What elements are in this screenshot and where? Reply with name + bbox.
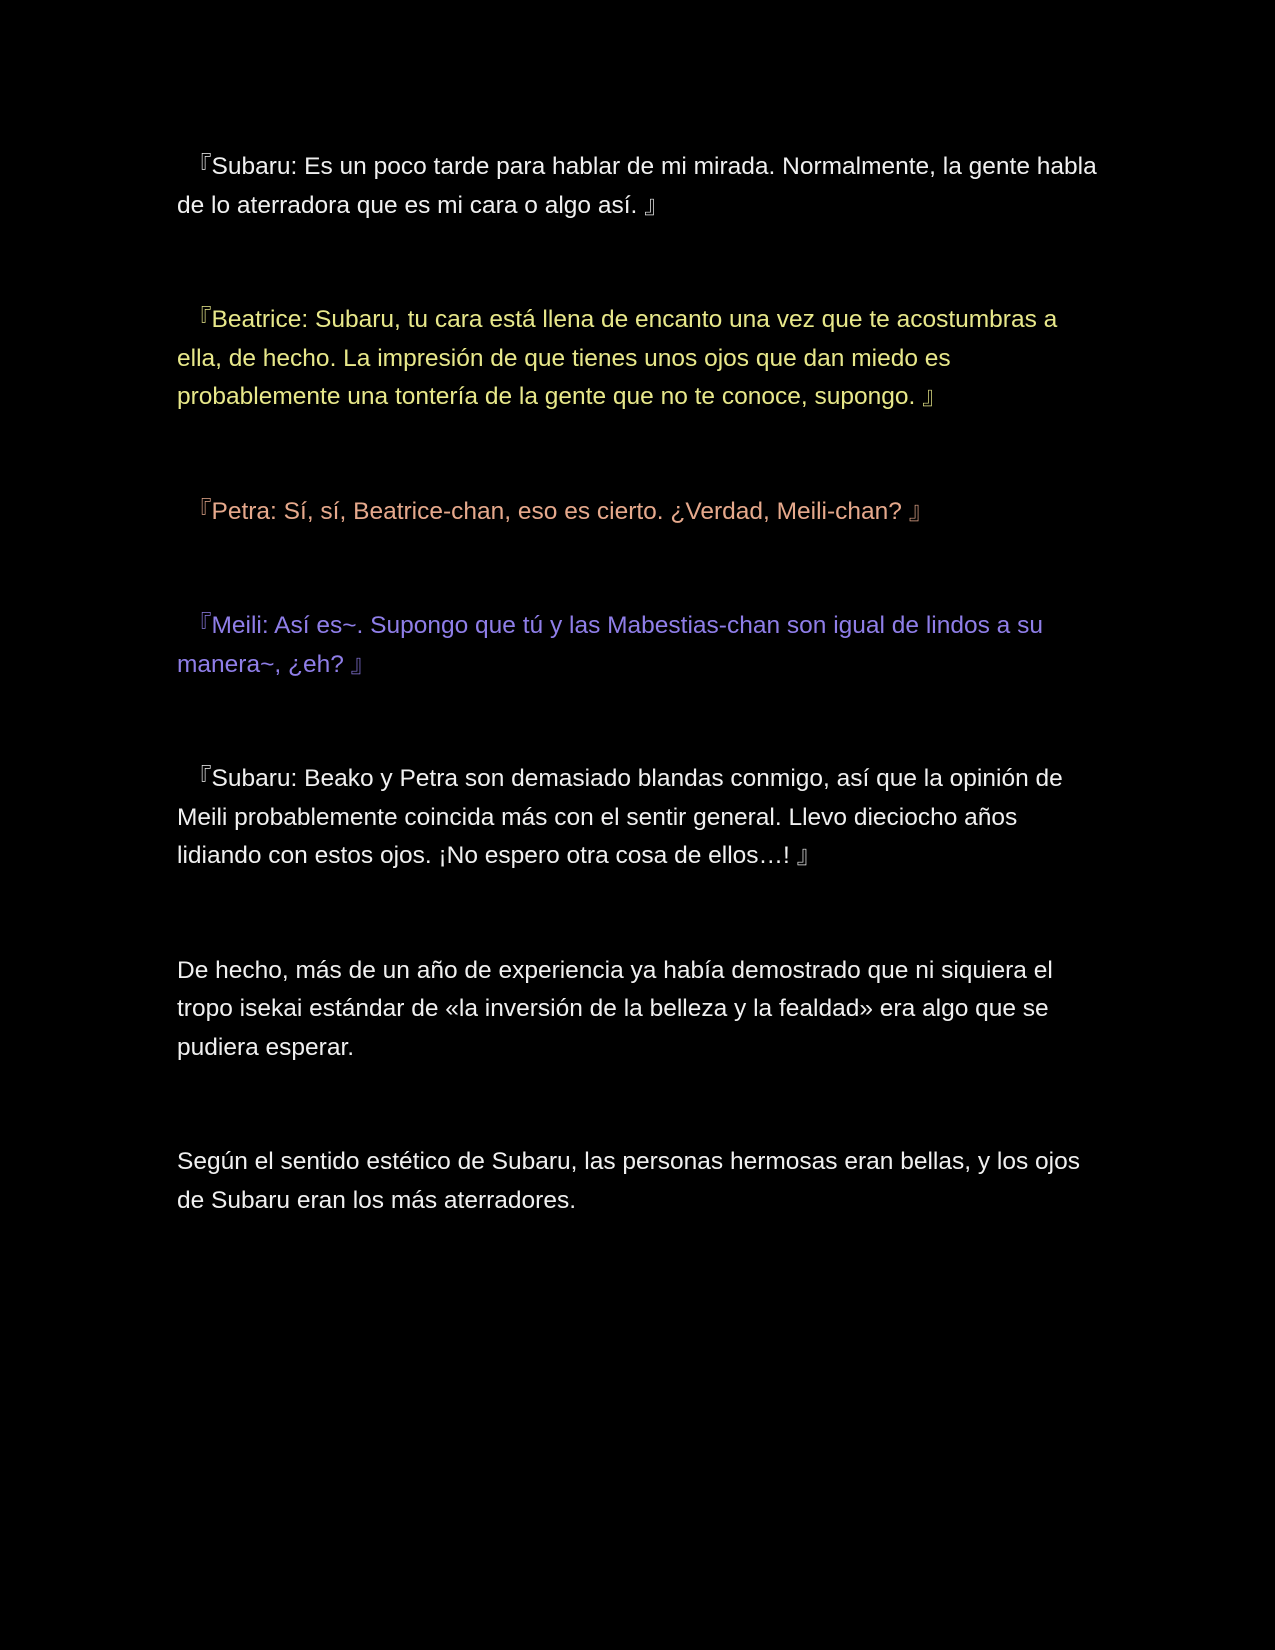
- dialogue-subaru-1: 『Subaru: Es un poco tarde para hablar de mi mirada. Normalmente, la gente habla de lo aterradora que es mi cara o algo así. 』: [177, 153, 1097, 219]
- dialogue-petra: 『Petra: Sí, sí, Beatrice-chan, eso es cierto. ¿Verdad, Meili-chan? 』: [187, 497, 934, 525]
- dialogue-beatrice: 『Beatrice: Subaru, tu cara está llena de encanto una vez que te acostumbras a ella, de hecho. La impresión de que tienes unos ojos que dan miedo es probablemente una tontería de la gente que no te conoce, supongo. 』: [177, 306, 1058, 410]
- dialogue-subaru-2: 『Subaru: Beako y Petra son demasiado blandas conmigo, así que la opinión de Meili probablemente coincida más con el sentir general. Llevo dieciocho años lidiando con estos ojos. ¡No espero otra cosa de ellos…! 』: [177, 765, 1063, 869]
- narration-paragraph-1: De hecho, más de un año de experiencia ya había demostrado que ni siquiera el tropo isekai estándar de «la inversión de la belleza y la fealdad» era algo que se pudiera esperar.: [177, 956, 1053, 1061]
- dialogue-meili: 『Meili: Así es~. Supongo que tú y las Mabestias-chan son igual de lindos a su manera~, ¿eh? 』: [177, 612, 1043, 678]
- document-page: [177, 148, 1097, 1220]
- narration-paragraph-2: Según el sentido estético de Subaru, las personas hermosas eran bellas, y los ojos de Subaru eran los más aterradores.: [177, 1148, 1080, 1214]
